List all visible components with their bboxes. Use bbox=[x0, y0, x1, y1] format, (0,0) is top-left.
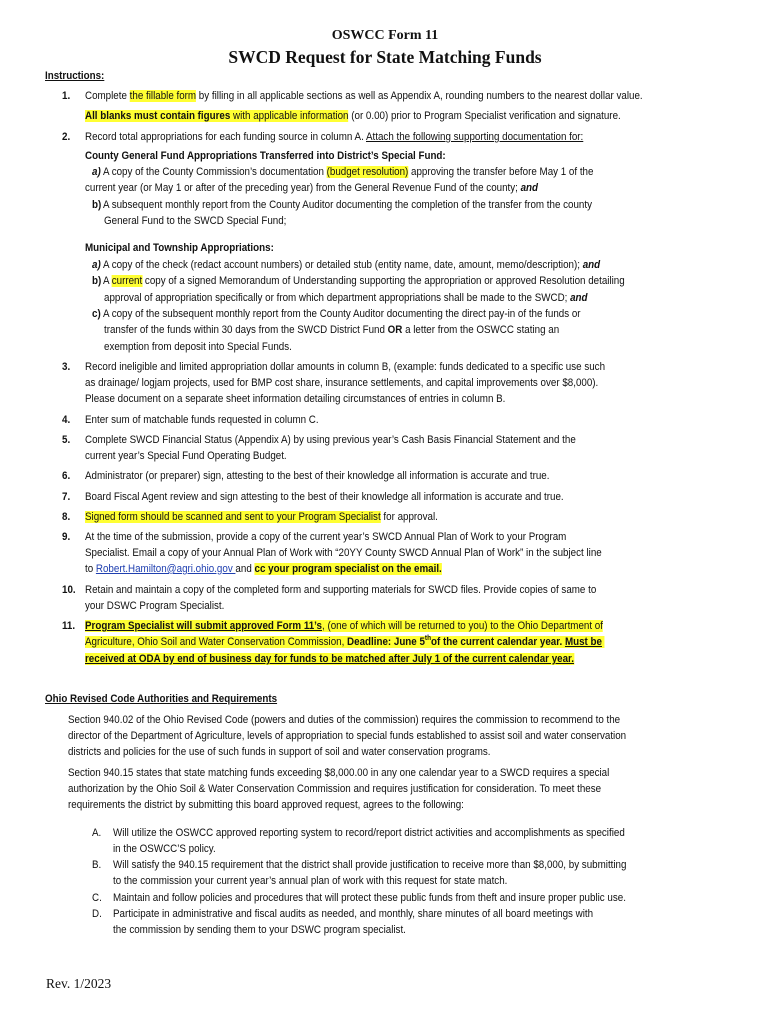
orc-heading: Ohio Revised Code Authorities and Requirements bbox=[45, 693, 278, 705]
muni-b-line1: A current copy of a signed Memorandum of Understanding supporting the appropriation or approved Resolution detailing bbox=[103, 275, 625, 287]
item7-line1: Board Fiscal Agent review and sign attesting to the best of their knowledge all information is accurate and true. bbox=[85, 491, 564, 503]
item2-line1: Record total appropriations for each funding source in column A. Attach the following supporting documentation for: bbox=[85, 131, 584, 143]
list-letter: a) bbox=[92, 166, 101, 178]
county-a-line1: A copy of the County Commission’s documentation (budget resolution) approving the transfer before May 1 of the bbox=[103, 166, 594, 178]
item-number: 11. bbox=[62, 620, 76, 632]
item11-line1: Program Specialist will submit approved Form 11’s, (one of which will be returned to you) to the Ohio Department of bbox=[85, 620, 603, 632]
item-number: 7. bbox=[62, 491, 71, 503]
list-letter: D. bbox=[92, 908, 102, 920]
muni-c-line3: exemption from deposit into Special Funds. bbox=[104, 341, 292, 353]
email-link[interactable]: Robert.Hamilton@agri.ohio.gov bbox=[95, 563, 236, 575]
orc-p1-line3: districts and policies for the use of such funds in support of soil and water conservation programs. bbox=[68, 746, 491, 758]
list-letter: a) bbox=[92, 259, 101, 271]
item9-line3: to Robert.Hamilton@agri.ohio.gov and cc your program specialist on the email. bbox=[85, 563, 442, 575]
orc-d-line2: the commission by sending them to your DSWC program specialist. bbox=[113, 924, 406, 936]
revision-footer: Rev. 1/2023 bbox=[46, 976, 112, 991]
list-letter: A. bbox=[92, 827, 102, 839]
orc-p2-line1: Section 940.15 states that state matching funds exceeding $8,000.00 in any one calendar year to a SWCD requires a special bbox=[68, 767, 610, 779]
item9-line2: Specialist. Email a copy of your Annual Plan of Work with “20YY County SWCD Annual Plan of Work” in the subject line bbox=[85, 547, 602, 559]
item-number: 1. bbox=[62, 90, 71, 102]
item-number: 2. bbox=[62, 131, 71, 143]
item-number: 10. bbox=[62, 584, 76, 596]
page-title: SWCD Request for State Matching Funds bbox=[228, 47, 542, 67]
orc-b-line2: to the commission your current year’s annual plan of work with this request for state match. bbox=[113, 875, 508, 887]
muni-c-line2: transfer of the funds within 30 days from the SWCD District Fund OR a letter from the OSWCC stating an bbox=[104, 324, 560, 336]
item-number: 6. bbox=[62, 470, 71, 482]
item10-line2: your DSWC Program Specialist. bbox=[85, 600, 225, 612]
item6-line1: Administrator (or preparer) sign, attesting to the best of their knowledge all information is accurate and true. bbox=[85, 470, 550, 482]
item8-line1: Signed form should be scanned and sent to your Program Specialist for approval. bbox=[85, 511, 438, 523]
item3-line2: as drainage/ logjam projects, used for BMP cost share, insurance settlements, and capital improvements over $8,000). bbox=[85, 377, 599, 389]
muni-b-line2: approval of appropriation specifically or from which department appropriations shall be made to the SWCD; and bbox=[104, 292, 588, 304]
list-letter: b) bbox=[92, 275, 102, 287]
item5-line1: Complete SWCD Financial Status (Appendix A) by using previous year’s Cash Basis Financial Statement and the bbox=[85, 434, 576, 446]
form-number: OSWCC Form 11 bbox=[331, 28, 439, 43]
item-number: 8. bbox=[62, 511, 71, 523]
instructions-heading: Instructions: bbox=[45, 70, 105, 82]
item11-line2: Agriculture, Ohio Soil and Water Conservation Commission, Deadline: June 5thof the current calendar year. Must be bbox=[85, 635, 605, 649]
orc-a-line1: Will utilize the OSWCC approved reporting system to record/report district activities and accomplishments as specified bbox=[113, 827, 625, 839]
item5-line2: current year’s Special Fund Operating Budget. bbox=[85, 450, 287, 462]
item3-line3: Please document on a separate sheet information detailing circumstances of entries in column B. bbox=[85, 393, 506, 405]
list-letter: B. bbox=[92, 859, 102, 871]
orc-d-line1: Participate in administrative and fiscal audits as needed, and monthly, share minutes of all board meetings with bbox=[113, 908, 594, 920]
list-letter: b) bbox=[92, 199, 102, 211]
muni-c-line1: A copy of the subsequent monthly report from the County Auditor documenting the direct pay-in of the funds or bbox=[103, 308, 581, 320]
item11-line3: received at ODA by end of business day for funds to be matched after July 1 of the current calendar year. bbox=[85, 653, 575, 665]
item1-line1: Complete the fillable form by filling in all applicable sections as well as Appendix A, rounding numbers to the nearest dollar value. bbox=[85, 90, 643, 102]
item-number: 3. bbox=[62, 361, 71, 373]
item10-line1: Retain and maintain a copy of the completed form and supporting materials for SWCD files. Provide copies of same to bbox=[85, 584, 597, 596]
list-letter: c) bbox=[92, 308, 101, 320]
item4-line1: Enter sum of matchable funds requested in column C. bbox=[85, 414, 319, 426]
orc-a-line2: in the OSWCC’S policy. bbox=[113, 843, 216, 855]
municipal-heading: Municipal and Township Appropriations: bbox=[85, 242, 274, 254]
orc-p2-line2: authorization by the Ohio Soil & Water Conservation Commission and requires justification for consideration. To meet these bbox=[68, 783, 602, 795]
orc-b-line1: Will satisfy the 940.15 requirement that the district shall provide justification to receive more than $8,000, by submitting bbox=[113, 859, 627, 871]
item9-line1: At the time of the submission, provide a copy of the current year’s SWCD Annual Plan of Work to your Program bbox=[85, 531, 567, 543]
county-a-line2: current year (or May 1 or after of the preceding year) from the General Revenue Fund of the county; and bbox=[85, 182, 539, 194]
item-number: 9. bbox=[62, 531, 71, 543]
item-number: 5. bbox=[62, 434, 71, 446]
county-b-line2: General Fund to the SWCD Special Fund; bbox=[104, 215, 287, 227]
orc-c-line1: Maintain and follow policies and procedures that will protect these public funds from theft and insure proper public use. bbox=[113, 892, 626, 904]
orc-p1-line1: Section 940.02 of the Ohio Revised Code (powers and duties of the commission) requires the commission to recommend to the bbox=[68, 714, 621, 726]
muni-a-line1: A copy of the check (redact account numbers) or detailed stub (entity name, date, amount, memo/description); and bbox=[103, 259, 601, 271]
item-number: 4. bbox=[62, 414, 71, 426]
item3-line1: Record ineligible and limited appropriation dollar amounts in column B, (example: funds dedicated to a specific use such bbox=[85, 361, 606, 373]
orc-p1-line2: director of the Department of Agriculture, levels of appropriation to special funds established to assist soil and water conservation bbox=[68, 730, 627, 742]
item1-line2: All blanks must contain figures with applicable information (or 0.00) prior to Program Specialist verification and signature. bbox=[85, 110, 621, 122]
orc-p2-line3: requirements the district by submitting this board approved request, agrees to the following: bbox=[68, 799, 464, 811]
list-letter: C. bbox=[92, 892, 102, 904]
county-b-line1: A subsequent monthly report from the County Auditor documenting the completion of the transfer from the county bbox=[103, 199, 592, 211]
county-heading: County General Fund Appropriations Transferred into District’s Special Fund: bbox=[85, 150, 446, 162]
